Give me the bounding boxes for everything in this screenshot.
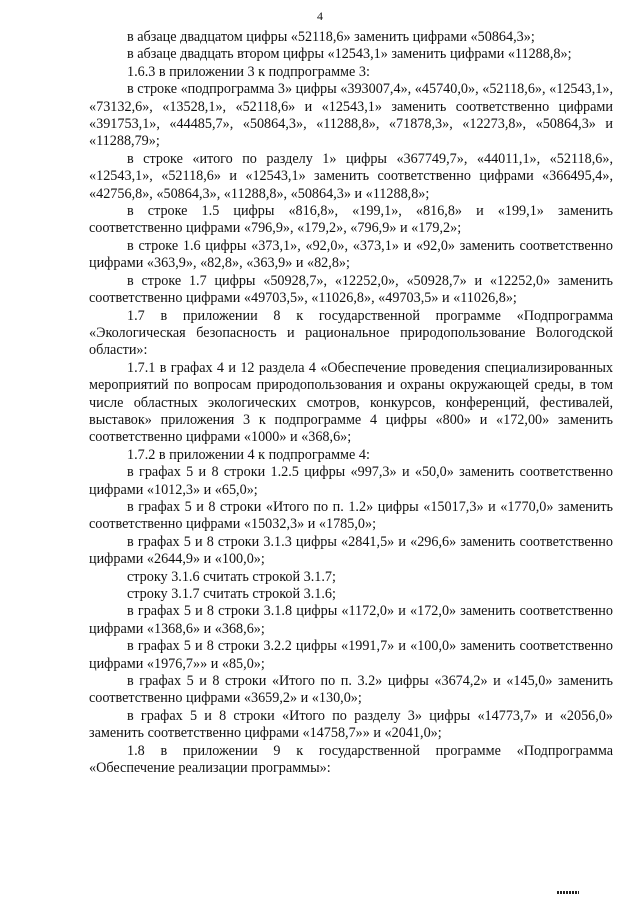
scan-barcode-mark	[557, 891, 579, 894]
document-body	[89, 29, 613, 777]
paragraph: в графах 5 и 8 строки 3.1.3 цифры «2841,5» и «296,6» заменить соответственно цифрами «2644,9» и «100,0»;	[89, 533, 613, 568]
paragraph: в графах 5 и 8 строки «Итого по п. 3.2» цифры «3674,2» и «145,0» заменить соответственно цифрами «3659,2» и «130,0»;	[89, 673, 613, 707]
paragraph: в абзаце двадцать втором цифры «12543,1» заменить цифрами «11288,8»;	[127, 46, 572, 63]
paragraph: 1.8 в приложении 9 к государственной программе «Подпрограмма «Обеспечение реализации программы»:	[89, 742, 613, 777]
paragraph: в графах 5 и 8 строки 1.2.5 цифры «997,3» и «50,0» заменить соответственно цифрами «1012,3» и «65,0»;	[89, 464, 613, 498]
paragraph: в графах 5 и 8 строки «Итого по разделу 3» цифры «14773,7» и «2056,0» заменить соответственно цифрами «14758,7»» и «2041,0»;	[89, 707, 613, 742]
paragraph: 1.7.1 в графах 4 и 12 раздела 4 «Обеспечение проведения специализированных мероприятий по вопросам природопользования и охраны окружающей среды, в том числе областных экологических смотров, конкурсов, конференций, фестивалей, выставок» приложения 3 к подпрограмме 4 цифры «800» и «172,00» заменить соответственно цифрами «1000» и «368,6»;	[89, 359, 613, 446]
page-number: 4	[317, 9, 323, 23]
paragraph: в графах 5 и 8 строки 3.1.8 цифры «1172,0» и «172,0» заменить соответственно цифрами «1368,6» и «368,6»;	[89, 603, 613, 637]
paragraph: в графах 5 и 8 строки «Итого по п. 1.2» цифры «15017,3» и «1770,0» заменить соответственно цифрами «15032,3» и «1785,0»;	[89, 498, 613, 533]
paragraph: 1.6.3 в приложении 3 к подпрограмме 3:	[127, 63, 370, 80]
paragraph: в строке «подпрограмма 3» цифры «393007,4», «45740,0», «52118,6», «12543,1», «73132,6», «13528,1», «52118,6» и «12543,1» заменить соответственно цифрами «391753,1», «44485,7», «50864,3», «11288,8», «71878,3», «12273,8», «50864,3» и «11288,79»;	[89, 81, 613, 150]
paragraph: в строке «итого по разделу 1» цифры «367749,7», «44011,1», «52118,6», «12543,1», «52118,6» и «12543,1» заменить соответственно цифрами «366495,4», «42756,8», «50864,3», «11288,8», «50864,3» и «11288,8»;	[89, 150, 613, 202]
paragraph: в строке 1.7 цифры «50928,7», «12252,0», «50928,7» и «12252,0» заменить соответственно цифрами «49703,5», «11026,8», «49703,5» и «11026,8»;	[89, 272, 613, 307]
paragraph: строку 3.1.7 считать строкой 3.1.6;	[127, 586, 336, 602]
paragraph: 1.7 в приложении 8 к государственной программе «Подпрограмма «Экологическая безопасность и рациональное природопользование Вологодской области»:	[89, 307, 613, 359]
paragraph: в строке 1.6 цифры «373,1», «92,0», «373,1» и «92,0» заменить соответственно цифрами «363,9», «82,8», «363,9» и «82,8»;	[89, 237, 613, 272]
paragraph: в графах 5 и 8 строки 3.2.2 цифры «1991,7» и «100,0» заменить соответственно цифрами «1976,7»» и «85,0»;	[89, 638, 613, 672]
paragraph: 1.7.2 в приложении 4 к подпрограмме 4:	[127, 446, 370, 463]
paragraph: строку 3.1.6 считать строкой 3.1.7;	[127, 568, 336, 585]
paragraph: в строке 1.5 цифры «816,8», «199,1», «816,8» и «199,1» заменить соответственно цифрами «796,9», «179,2», «796,9» и «179,2»;	[89, 203, 613, 237]
paragraph: в абзаце двадцатом цифры «52118,6» заменить цифрами «50864,3»;	[127, 29, 535, 45]
